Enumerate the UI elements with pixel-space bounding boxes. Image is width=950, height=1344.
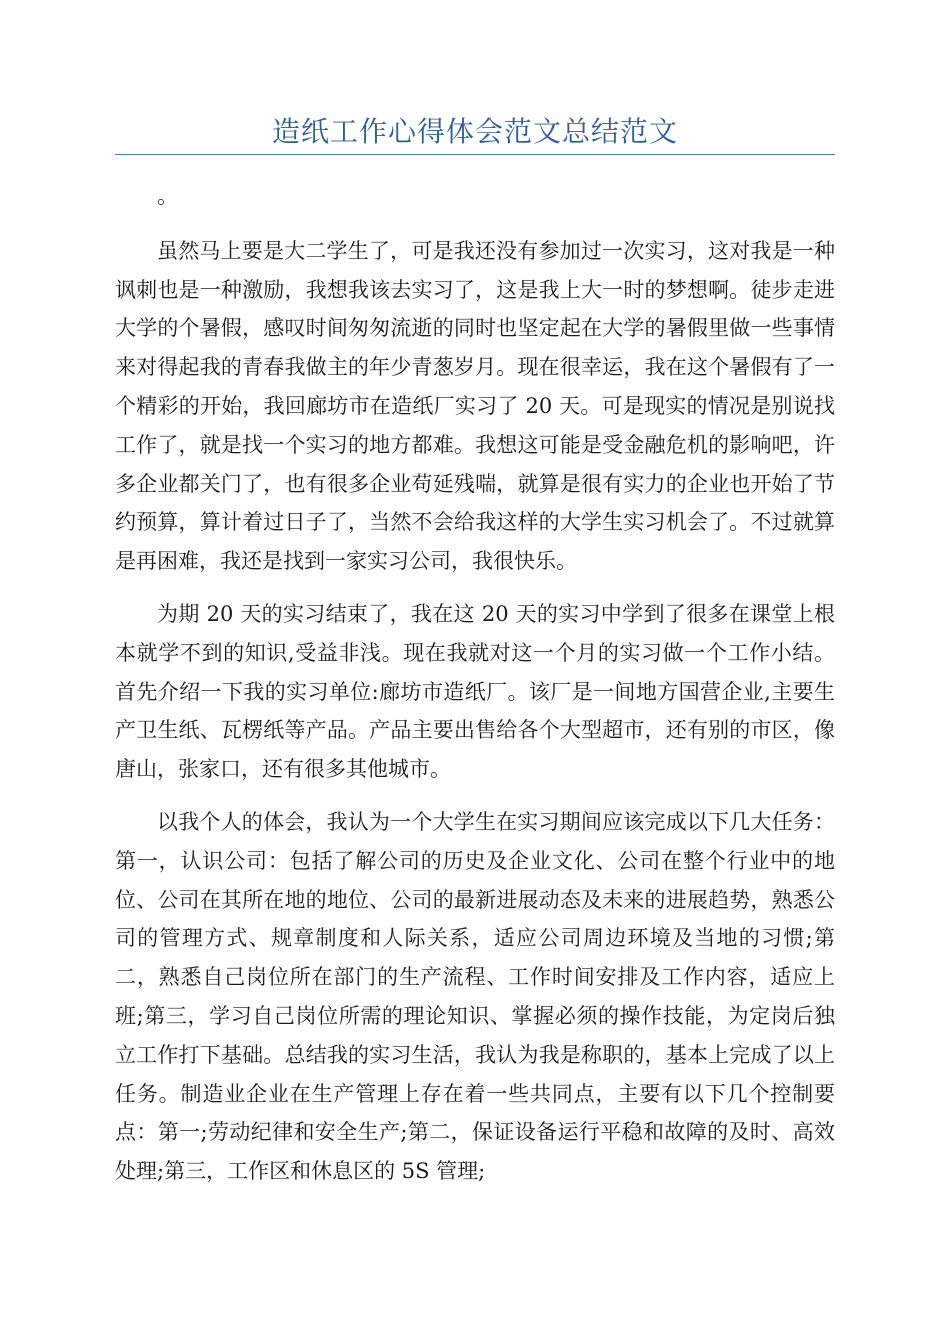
paragraph: 。 xyxy=(157,184,178,208)
page-title: 造纸工作心得体会范文总结范文 xyxy=(271,115,678,148)
paragraph: 为期 20 天的实习结束了，我在这 20 天的实习中学到了很多在课堂上根本就学不到的知识,受益非浅。现在我就对这一个月的实习做一个工作小结。首先介绍一下我的实习单位:廊坊市造纸厂。该厂是一间地方国营企业,主要生产卫生纸、瓦楞纸等产品。产品主要出售给各个大型超市，还有别的市区，像唐山，张家口，还有很多其他城市。 xyxy=(115,601,835,782)
document-body xyxy=(115,177,835,1205)
paragraph: 以我个人的体会，我认为一个大学生在实习期间应该完成以下几大任务：第一，认识公司：包括了解公司的历史及企业文化、公司在整个行业中的地位、公司在其所在地的地位、公司的最新进展动态及未来的进展趋势，熟悉公司的管理方式、规章制度和人际关系，适应公司周边环境及当地的习惯;第二，熟悉自己岗位所在部门的生产流程、工作时间安排及工作内容，适应上班;第三，学习自己岗位所需的理论知识、掌握必须的操作技能，为定岗后独立工作打下基础。总结我的实习生活，我认为我是称职的，基本上完成了以上任务。制造业企业在生产管理上存在着一些共同点，主要有以下几个控制要点：第一;劳动纪律和安全生产;第二，保证设备运行平稳和故障的及时、高效处理;第三，工作区和休息区的 5S 管理; xyxy=(115,809,835,1184)
paragraph: 虽然马上要是大二学生了，可是我还没有参加过一次实习，这对我是一种讽刺也是一种激励，我想我该去实习了，这是我上大一时的梦想啊。徒步走进大学的个暑假，感叹时间匆匆流逝的同时也坚定起在大学的暑假里做一些事情来对得起我的青春我做主的年少青葱岁月。现在很幸运，我在这个暑假有了一个精彩的开始，我回廊坊市在造纸厂实习了 20 天。可是现实的情况是别说找工作了，就是找一个实习的地方都难。我想这可能是受金融危机的影响吧，许多企业都关门了，也有很多企业苟延残喘，就算是很有实力的企业也开始了节约预算，算计着过日子了，当然不会给我这样的大学生实习机会了。不过就算是再困难，我还是找到一家实习公司，我很快乐。 xyxy=(115,238,835,574)
title-underline xyxy=(115,154,835,155)
